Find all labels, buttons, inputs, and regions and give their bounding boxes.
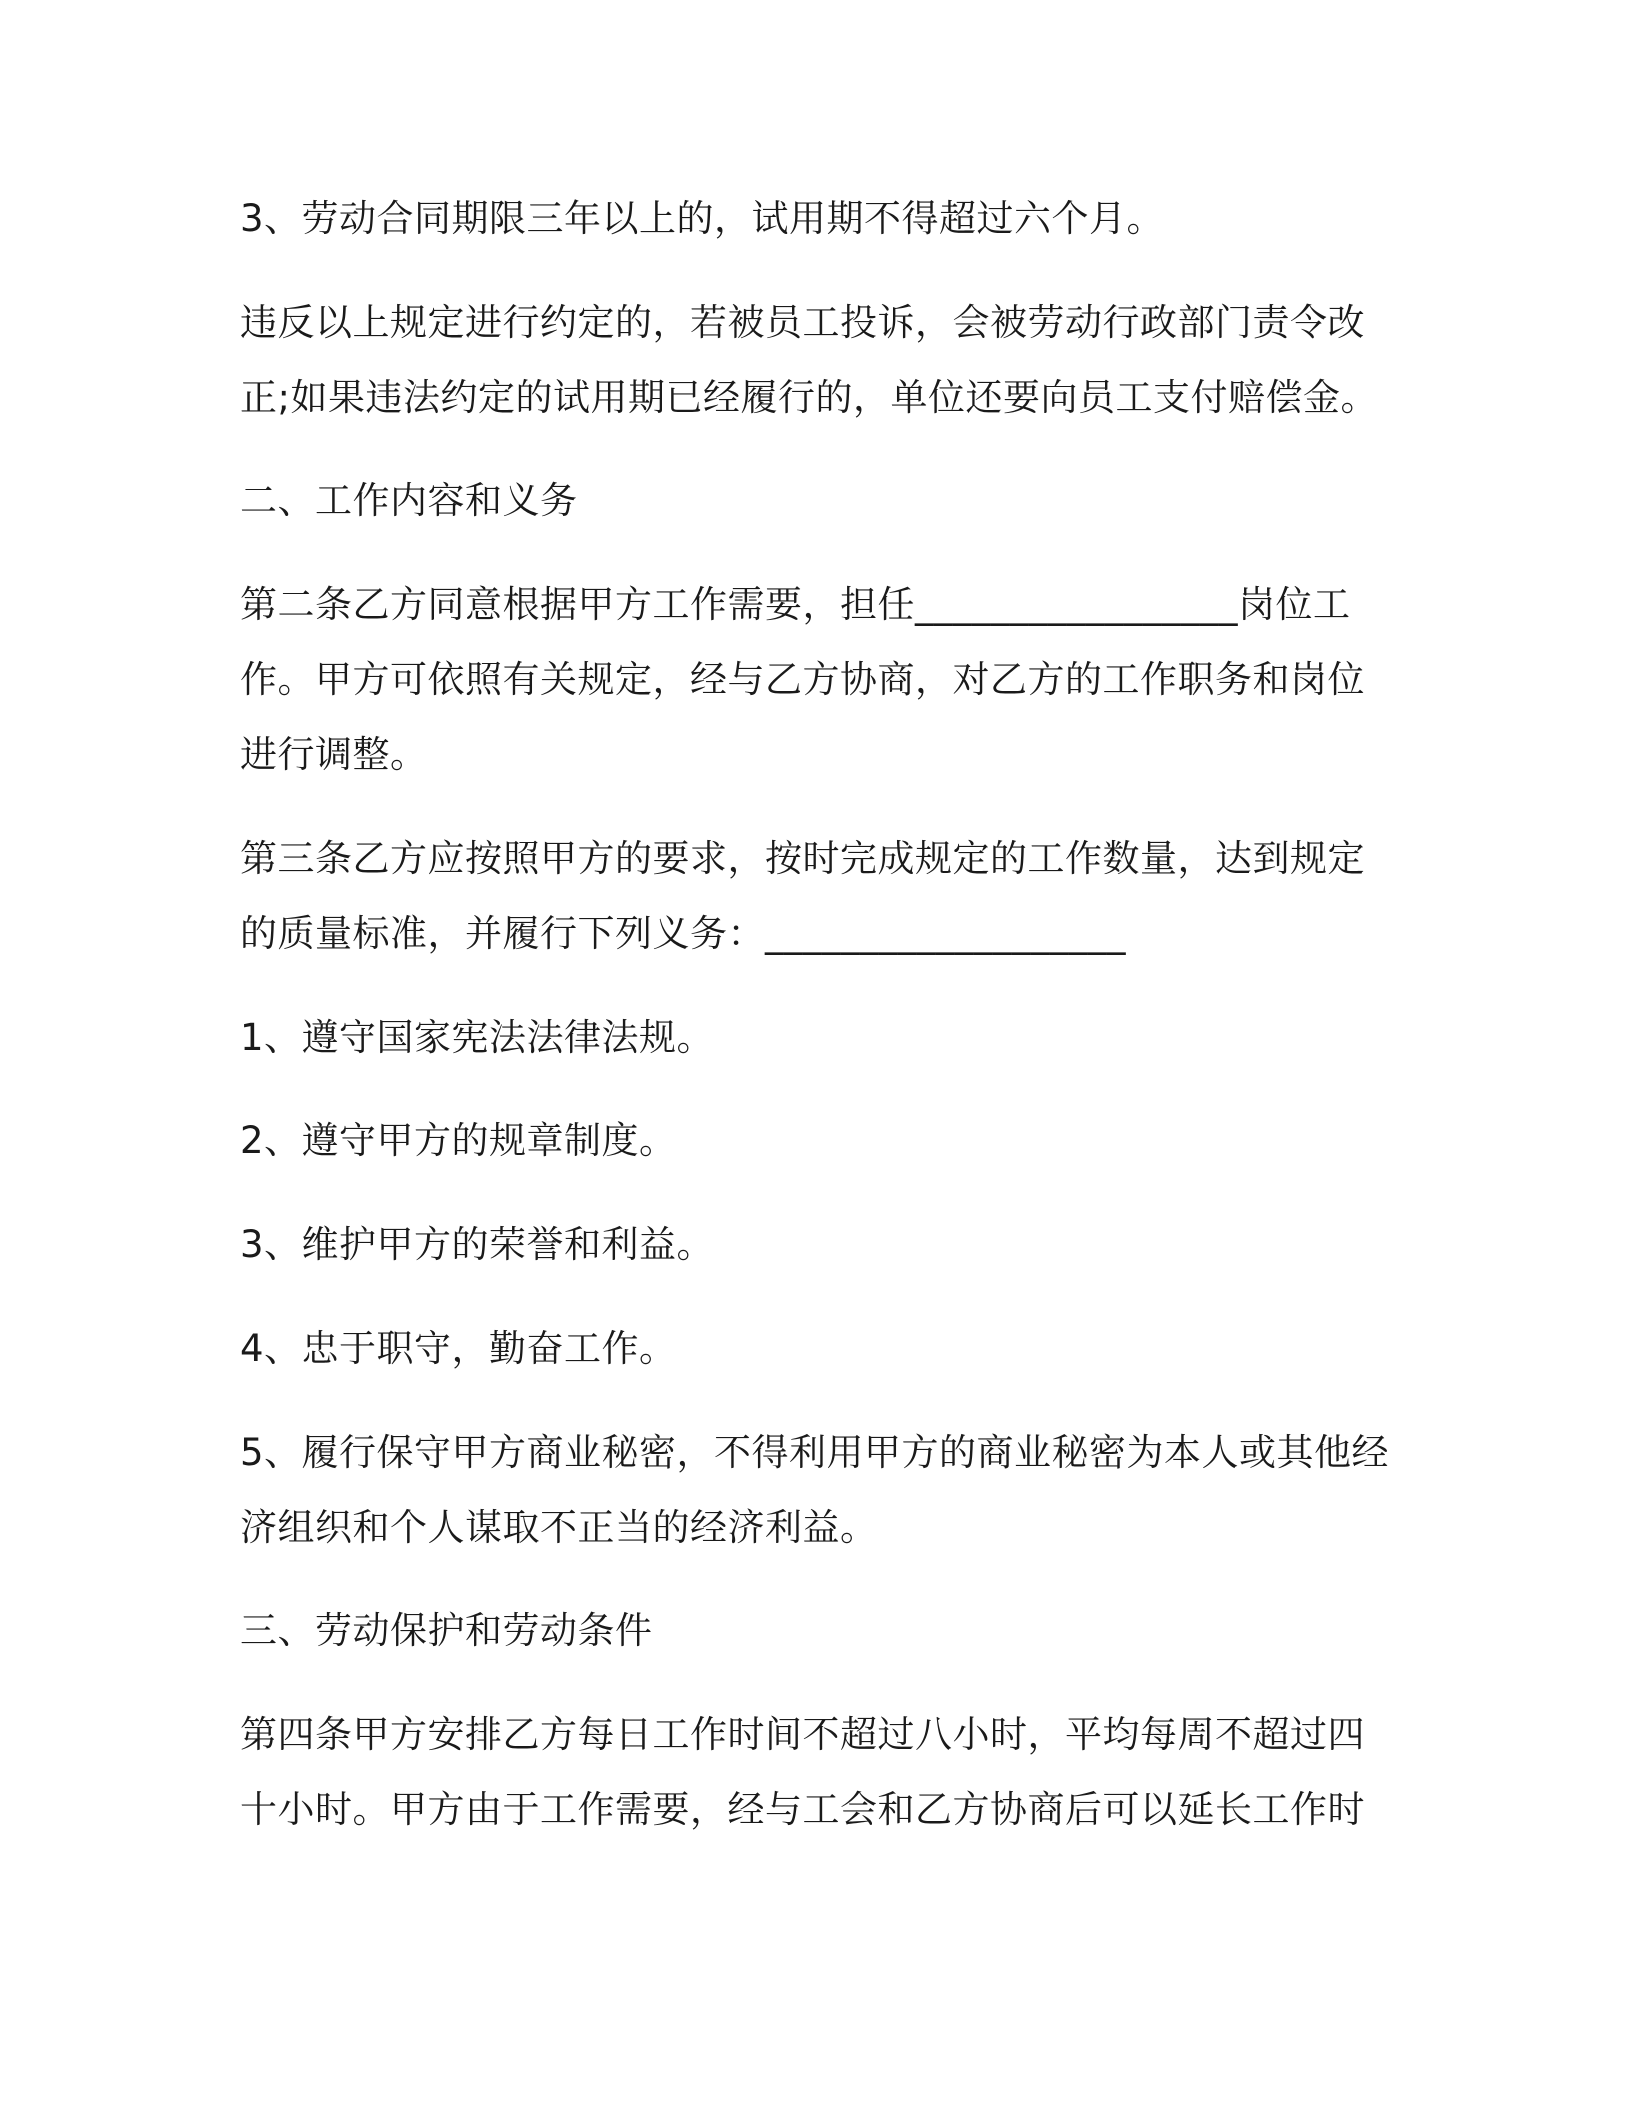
section-heading: 二、工作内容和义务 bbox=[240, 479, 578, 522]
text-line: 第四条甲方安排乙方每日工作时间不超过八小时，平均每周不超过四 bbox=[240, 1713, 1365, 1756]
text-line: 进行调整。 bbox=[240, 733, 428, 776]
list-item: 5、履行保守甲方商业秘密，不得利用甲方的商业秘密为本人或其他经 bbox=[240, 1431, 1390, 1474]
text-line: 的质量标准，并履行下列义务：___________________ bbox=[240, 912, 1126, 955]
text-line: 济组织和个人谋取不正当的经济利益。 bbox=[240, 1506, 878, 1549]
text-line: 3、劳动合同期限三年以上的，试用期不得超过六个月。 bbox=[240, 197, 1165, 240]
text-line: 第二条乙方同意根据甲方工作需要，担任_________________岗位工 bbox=[240, 583, 1351, 626]
list-item: 4、忠于职守，勤奋工作。 bbox=[240, 1327, 677, 1370]
list-item: 1、遵守国家宪法法律法规。 bbox=[240, 1016, 715, 1059]
section-heading: 三、劳动保护和劳动条件 bbox=[240, 1609, 653, 1652]
text-line: 正;如果违法约定的试用期已经履行的，单位还要向员工支付赔偿金。 bbox=[240, 376, 1378, 419]
text-line: 作。甲方可依照有关规定，经与乙方协商，对乙方的工作职务和岗位 bbox=[240, 658, 1365, 701]
text-line: 第三条乙方应按照甲方的要求，按时完成规定的工作数量，达到规定 bbox=[240, 837, 1365, 880]
text-line: 十小时。甲方由于工作需要，经与工会和乙方协商后可以延长工作时 bbox=[240, 1788, 1365, 1831]
list-item: 3、维护甲方的荣誉和利益。 bbox=[240, 1223, 715, 1266]
list-item: 2、遵守甲方的规章制度。 bbox=[240, 1119, 677, 1162]
text-line: 违反以上规定进行约定的，若被员工投诉，会被劳动行政部门责令改 bbox=[240, 301, 1365, 344]
